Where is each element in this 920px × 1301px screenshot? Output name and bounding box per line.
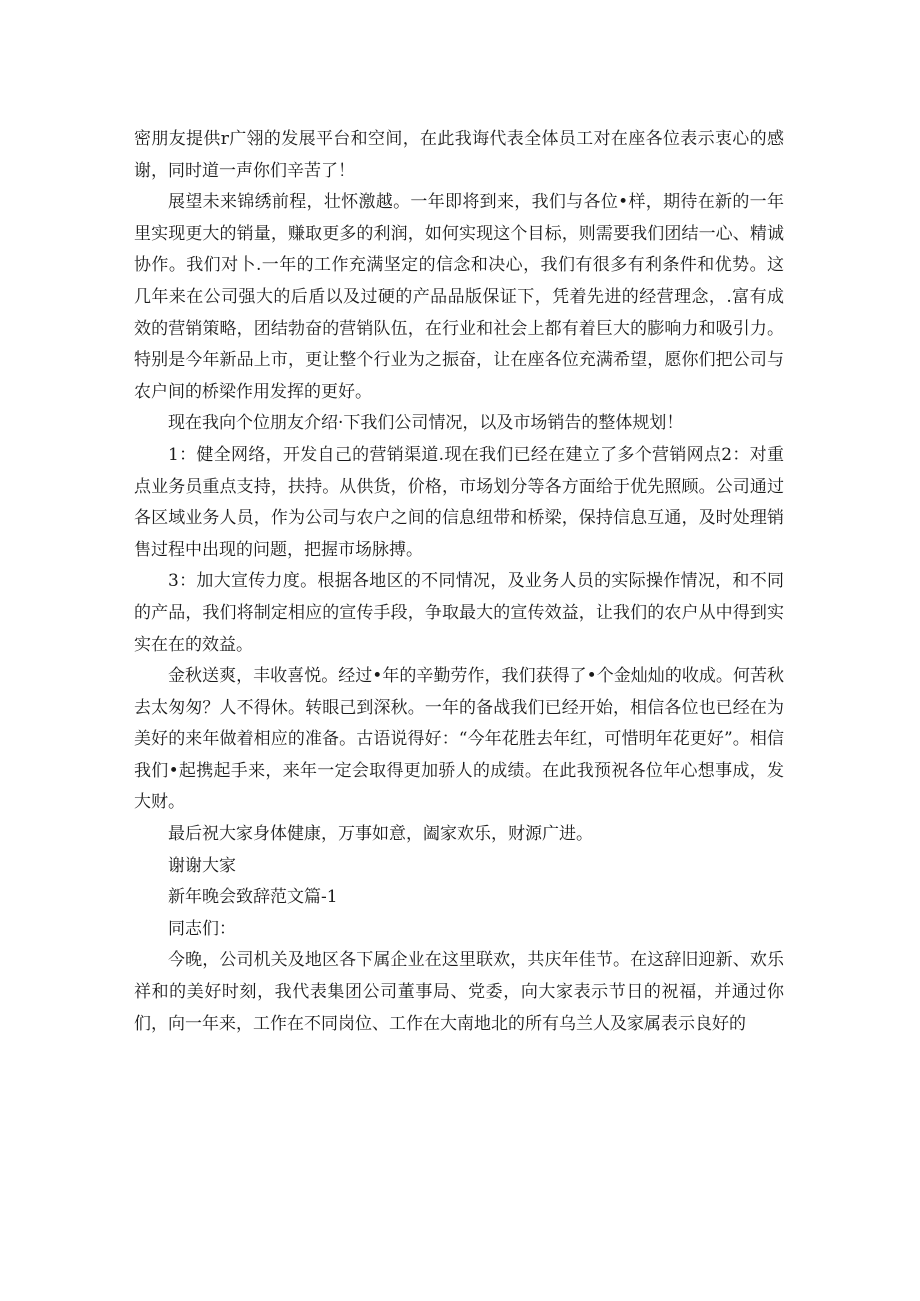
section-heading: 新年晚会致辞范文篇-1 <box>168 887 338 908</box>
paragraph-thank-you: 谢谢大家 <box>168 855 236 876</box>
paragraph-intro-plan: 现在我向个位朋友介绍·下我们公司情况，以及市场销告的整体规划！ <box>168 413 684 434</box>
paragraph-wishes: 最后祝大家身体健康，万事如意，阖家欢乐，财源广进。 <box>168 824 593 845</box>
paragraph-plan-1-2: 1：健全网络，开发自己的营销渠道.现在我们已经在建立了多个营销网点2：对重点业务员重点支持，扶持。从供货，价格，市场划分等各方面给于优先照顾。公司通过各区域业务人员，作为公司与农户之间的信息纽带和桥梁，保持信息互通，及时处理销售过程中出现的问题，把握市场脉搏。 <box>134 444 784 560</box>
paragraph-autumn: 金秋送爽，丰收喜悦。经过•年的辛勤劳作，我们获得了•个金灿灿的收成。何苦秋去太匆匆？人不得休。转眼己到深秋。一年的备战我们已经开始，相信各位也已经在为美好的来年做着相应的准备。古语说得好：“今年花胜去年红，可惜明年花更好”。相信我们•起携起手来，来年一定会取得更加骄人的成绩。在此我预祝各位年心想事成，发大财。 <box>134 666 784 813</box>
paragraph-plan-3: 3：加大宣传力度。根据各地区的不同情况，及业务人员的实际操作情况，和不同的产品，我们将制定相应的宣传手段，争取最大的宣传效益，让我们的农户从中得到实实在在的效益。 <box>134 571 784 655</box>
salutation: 同志们： <box>168 918 236 939</box>
document-body <box>134 124 784 1040</box>
paragraph-tonight: 今晚，公司机关及地区各下属企业在这里联欢，共庆年佳节。在这辞旧迎新、欢乐祥和的美好时刻，我代表集团公司董事局、党委，向大家表示节日的祝福，并通过你们，向一年来，工作在不同岗位、工作在大南地北的所有乌兰人及家属表示良好的 <box>134 950 784 1034</box>
paragraph-outlook: 展望未来锦绣前程，壮怀激越。一年即将到来，我们与各位•样，期待在新的一年里实现更大的销量，赚取更多的利润，如何实现这个目标，则需要我们团结一心、精诚协作。我们对卜.一年的工作充满坚定的信念和决心，我们有很多有利条件和优势。这几年来在公司强大的后盾以及过硬的产品品版保证下，凭着先进的经营理念，.富有成效的营销策略，团结勃奋的营销队伍，在行业和社会上都有着巨大的膨响力和吸引力。特别是今年新品上市，更让整个行业为之振奋，让在座各位充满希望，愿你们把公司与农户间的桥梁作用发挥的更好。 <box>134 192 784 402</box>
paragraph-thanks: 密朋友提供r广翎的发展平台和空间，在此我诲代表全体员工对在座各位表示衷心的感谢，同时道一声你们辛苦了！ <box>134 129 784 181</box>
